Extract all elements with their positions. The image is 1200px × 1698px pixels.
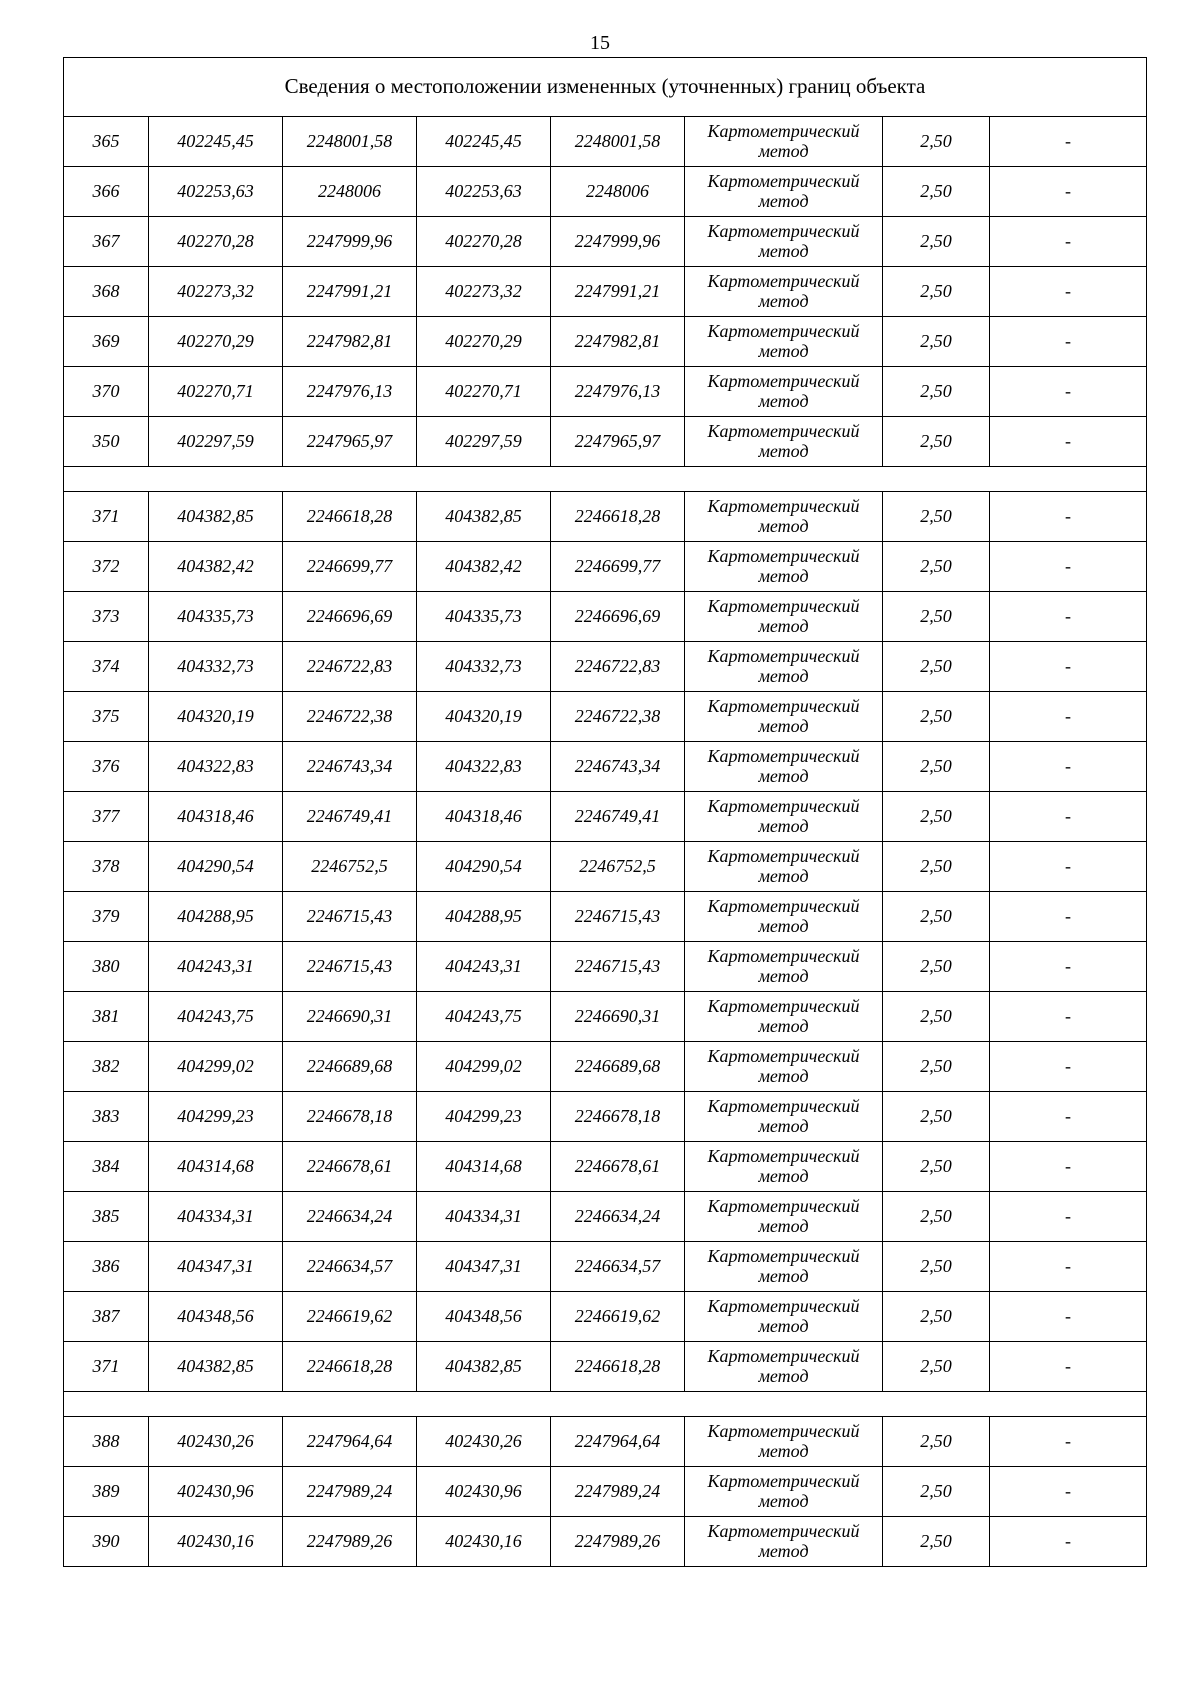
note-cell: - [990,542,1147,592]
point-number-cell: 369 [64,317,149,367]
existing-y-cell: 2248001,58 [283,117,417,167]
section-separator-cell [64,1392,1147,1417]
refined-y-cell: 2246618,28 [551,492,685,542]
method-cell: Картометрический метод [685,167,883,217]
accuracy-cell: 2,50 [883,367,990,417]
table-row [64,942,1147,992]
table-row [64,1192,1147,1242]
method-cell: Картометрический метод [685,1417,883,1467]
note-cell: - [990,1092,1147,1142]
section-separator-row [64,467,1147,492]
existing-y-cell: 2246696,69 [283,592,417,642]
note-cell: - [990,1417,1147,1467]
accuracy-cell: 2,50 [883,1517,990,1567]
accuracy-cell: 2,50 [883,1342,990,1392]
method-cell: Картометрический метод [685,317,883,367]
existing-x-cell: 404243,31 [149,942,283,992]
accuracy-cell: 2,50 [883,1042,990,1092]
point-number-cell: 375 [64,692,149,742]
method-cell: Картометрический метод [685,1092,883,1142]
accuracy-cell: 2,50 [883,942,990,992]
existing-x-cell: 402245,45 [149,117,283,167]
note-cell: - [990,367,1147,417]
point-number-cell: 371 [64,492,149,542]
table-row [64,1092,1147,1142]
accuracy-cell: 2,50 [883,692,990,742]
point-number-cell: 389 [64,1467,149,1517]
accuracy-cell: 2,50 [883,1192,990,1242]
existing-x-cell: 404348,56 [149,1292,283,1342]
existing-y-cell: 2246749,41 [283,792,417,842]
existing-y-cell: 2246743,34 [283,742,417,792]
table-row [64,1042,1147,1092]
table-row [64,167,1147,217]
existing-x-cell: 402430,26 [149,1417,283,1467]
accuracy-cell: 2,50 [883,167,990,217]
refined-x-cell: 404290,54 [417,842,551,892]
table-row [64,492,1147,542]
method-cell: Картометрический метод [685,642,883,692]
existing-x-cell: 404314,68 [149,1142,283,1192]
point-number-cell: 370 [64,367,149,417]
existing-y-cell: 2246618,28 [283,492,417,542]
existing-x-cell: 404290,54 [149,842,283,892]
table-row [64,842,1147,892]
refined-x-cell: 402270,71 [417,367,551,417]
existing-y-cell: 2247965,97 [283,417,417,467]
existing-x-cell: 402430,16 [149,1517,283,1567]
note-cell: - [990,1292,1147,1342]
table-row [64,542,1147,592]
refined-x-cell: 404299,02 [417,1042,551,1092]
existing-y-cell: 2247989,24 [283,1467,417,1517]
note-cell: - [990,1517,1147,1567]
method-cell: Картометрический метод [685,542,883,592]
method-cell: Картометрический метод [685,792,883,842]
method-cell: Картометрический метод [685,367,883,417]
existing-y-cell: 2246699,77 [283,542,417,592]
method-cell: Картометрический метод [685,1292,883,1342]
method-cell: Картометрический метод [685,992,883,1042]
refined-y-cell: 2247999,96 [551,217,685,267]
refined-x-cell: 404243,31 [417,942,551,992]
table-row [64,1292,1147,1342]
refined-x-cell: 402273,32 [417,267,551,317]
existing-x-cell: 402270,71 [149,367,283,417]
note-cell: - [990,1142,1147,1192]
table-row [64,642,1147,692]
accuracy-cell: 2,50 [883,1467,990,1517]
table-title: Сведения о местоположении измененных (уточненных) границ объекта [64,58,1147,117]
existing-x-cell: 404320,19 [149,692,283,742]
existing-y-cell: 2246715,43 [283,892,417,942]
refined-y-cell: 2246689,68 [551,1042,685,1092]
note-cell: - [990,592,1147,642]
accuracy-cell: 2,50 [883,742,990,792]
method-cell: Картометрический метод [685,592,883,642]
method-cell: Картометрический метод [685,267,883,317]
table-row [64,267,1147,317]
note-cell: - [990,417,1147,467]
existing-x-cell: 404299,23 [149,1092,283,1142]
existing-y-cell: 2246722,83 [283,642,417,692]
section-separator-cell [64,467,1147,492]
note-cell: - [990,317,1147,367]
method-cell: Картометрический метод [685,842,883,892]
method-cell: Картометрический метод [685,1517,883,1567]
table-row [64,1467,1147,1517]
note-cell: - [990,217,1147,267]
existing-y-cell: 2247964,64 [283,1417,417,1467]
method-cell: Картометрический метод [685,742,883,792]
refined-x-cell: 404347,31 [417,1242,551,1292]
accuracy-cell: 2,50 [883,1417,990,1467]
refined-x-cell: 402270,28 [417,217,551,267]
existing-x-cell: 402273,32 [149,267,283,317]
accuracy-cell: 2,50 [883,1142,990,1192]
table-row [64,892,1147,942]
point-number-cell: 378 [64,842,149,892]
point-number-cell: 383 [64,1092,149,1142]
refined-y-cell: 2247989,24 [551,1467,685,1517]
method-cell: Картометрический метод [685,417,883,467]
existing-x-cell: 404382,85 [149,492,283,542]
existing-y-cell: 2246752,5 [283,842,417,892]
point-number-cell: 365 [64,117,149,167]
existing-y-cell: 2247999,96 [283,217,417,267]
point-number-cell: 371 [64,1342,149,1392]
note-cell: - [990,642,1147,692]
refined-y-cell: 2246743,34 [551,742,685,792]
method-cell: Картометрический метод [685,892,883,942]
note-cell: - [990,792,1147,842]
refined-y-cell: 2246715,43 [551,942,685,992]
existing-x-cell: 404243,75 [149,992,283,1042]
accuracy-cell: 2,50 [883,992,990,1042]
method-cell: Картометрический метод [685,217,883,267]
method-cell: Картометрический метод [685,1042,883,1092]
table-row [64,117,1147,167]
existing-x-cell: 402297,59 [149,417,283,467]
refined-y-cell: 2246619,62 [551,1292,685,1342]
table-row [64,792,1147,842]
table-row [64,1342,1147,1392]
refined-x-cell: 402245,45 [417,117,551,167]
table-row [64,692,1147,742]
section-separator-row [64,1392,1147,1417]
method-cell: Картометрический метод [685,942,883,992]
refined-y-cell: 2247976,13 [551,367,685,417]
existing-y-cell: 2246690,31 [283,992,417,1042]
existing-y-cell: 2247991,21 [283,267,417,317]
refined-y-cell: 2248001,58 [551,117,685,167]
table-row [64,1142,1147,1192]
note-cell: - [990,692,1147,742]
existing-x-cell: 404335,73 [149,592,283,642]
refined-y-cell: 2246749,41 [551,792,685,842]
note-cell: - [990,892,1147,942]
point-number-cell: 377 [64,792,149,842]
accuracy-cell: 2,50 [883,267,990,317]
refined-y-cell: 2247982,81 [551,317,685,367]
existing-x-cell: 404382,42 [149,542,283,592]
refined-y-cell: 2246690,31 [551,992,685,1042]
method-cell: Картометрический метод [685,492,883,542]
accuracy-cell: 2,50 [883,1292,990,1342]
existing-x-cell: 404347,31 [149,1242,283,1292]
refined-y-cell: 2246722,38 [551,692,685,742]
existing-x-cell: 402430,96 [149,1467,283,1517]
note-cell: - [990,1242,1147,1292]
point-number-cell: 374 [64,642,149,692]
accuracy-cell: 2,50 [883,1092,990,1142]
refined-x-cell: 402297,59 [417,417,551,467]
point-number-cell: 386 [64,1242,149,1292]
refined-x-cell: 404314,68 [417,1142,551,1192]
method-cell: Картометрический метод [685,1192,883,1242]
existing-x-cell: 402253,63 [149,167,283,217]
point-number-cell: 372 [64,542,149,592]
refined-x-cell: 404382,85 [417,1342,551,1392]
refined-y-cell: 2246699,77 [551,542,685,592]
refined-x-cell: 404348,56 [417,1292,551,1342]
existing-y-cell: 2246715,43 [283,942,417,992]
note-cell: - [990,1467,1147,1517]
refined-y-cell: 2248006 [551,167,685,217]
accuracy-cell: 2,50 [883,542,990,592]
existing-x-cell: 404299,02 [149,1042,283,1092]
existing-x-cell: 402270,28 [149,217,283,267]
note-cell: - [990,1342,1147,1392]
note-cell: - [990,117,1147,167]
existing-y-cell: 2246678,18 [283,1092,417,1142]
refined-y-cell: 2246678,61 [551,1142,685,1192]
refined-y-cell: 2246752,5 [551,842,685,892]
table-row [64,1517,1147,1567]
existing-x-cell: 404382,85 [149,1342,283,1392]
existing-y-cell: 2246678,61 [283,1142,417,1192]
existing-y-cell: 2246689,68 [283,1042,417,1092]
existing-x-cell: 404318,46 [149,792,283,842]
refined-y-cell: 2246634,24 [551,1192,685,1242]
point-number-cell: 388 [64,1417,149,1467]
point-number-cell: 382 [64,1042,149,1092]
method-cell: Картометрический метод [685,117,883,167]
table-row [64,367,1147,417]
refined-y-cell: 2246715,43 [551,892,685,942]
note-cell: - [990,942,1147,992]
accuracy-cell: 2,50 [883,842,990,892]
method-cell: Картометрический метод [685,1242,883,1292]
refined-y-cell: 2246634,57 [551,1242,685,1292]
table-row [64,317,1147,367]
method-cell: Картометрический метод [685,692,883,742]
method-cell: Картометрический метод [685,1142,883,1192]
point-number-cell: 373 [64,592,149,642]
note-cell: - [990,492,1147,542]
refined-x-cell: 402430,96 [417,1467,551,1517]
accuracy-cell: 2,50 [883,417,990,467]
existing-y-cell: 2247982,81 [283,317,417,367]
existing-y-cell: 2248006 [283,167,417,217]
refined-x-cell: 404382,42 [417,542,551,592]
refined-x-cell: 404320,19 [417,692,551,742]
point-number-cell: 380 [64,942,149,992]
existing-x-cell: 402270,29 [149,317,283,367]
existing-y-cell: 2246618,28 [283,1342,417,1392]
point-number-cell: 384 [64,1142,149,1192]
refined-x-cell: 404335,73 [417,592,551,642]
refined-y-cell: 2246678,18 [551,1092,685,1142]
table-row [64,217,1147,267]
refined-x-cell: 404334,31 [417,1192,551,1242]
refined-y-cell: 2247964,64 [551,1417,685,1467]
existing-x-cell: 404322,83 [149,742,283,792]
note-cell: - [990,842,1147,892]
table-row [64,417,1147,467]
accuracy-cell: 2,50 [883,217,990,267]
refined-x-cell: 402270,29 [417,317,551,367]
note-cell: - [990,742,1147,792]
existing-y-cell: 2246722,38 [283,692,417,742]
point-number-cell: 376 [64,742,149,792]
point-number-cell: 390 [64,1517,149,1567]
note-cell: - [990,992,1147,1042]
point-number-cell: 367 [64,217,149,267]
refined-x-cell: 402253,63 [417,167,551,217]
accuracy-cell: 2,50 [883,1242,990,1292]
refined-x-cell: 404322,83 [417,742,551,792]
accuracy-cell: 2,50 [883,117,990,167]
accuracy-cell: 2,50 [883,792,990,842]
refined-y-cell: 2246722,83 [551,642,685,692]
point-number-cell: 366 [64,167,149,217]
existing-y-cell: 2247976,13 [283,367,417,417]
note-cell: - [990,1192,1147,1242]
method-cell: Картометрический метод [685,1342,883,1392]
table-row [64,992,1147,1042]
table-row [64,1242,1147,1292]
point-number-cell: 350 [64,417,149,467]
point-number-cell: 379 [64,892,149,942]
point-number-cell: 381 [64,992,149,1042]
refined-x-cell: 404243,75 [417,992,551,1042]
existing-y-cell: 2246634,57 [283,1242,417,1292]
refined-x-cell: 404299,23 [417,1092,551,1142]
existing-x-cell: 404332,73 [149,642,283,692]
point-number-cell: 385 [64,1192,149,1242]
note-cell: - [990,1042,1147,1092]
refined-x-cell: 402430,26 [417,1417,551,1467]
accuracy-cell: 2,50 [883,317,990,367]
existing-y-cell: 2247989,26 [283,1517,417,1567]
refined-x-cell: 404318,46 [417,792,551,842]
page-number: 15 [590,32,610,54]
accuracy-cell: 2,50 [883,642,990,692]
refined-y-cell: 2247991,21 [551,267,685,317]
note-cell: - [990,267,1147,317]
refined-y-cell: 2246696,69 [551,592,685,642]
table-row [64,1417,1147,1467]
boundary-coordinates-table [63,57,1147,1567]
point-number-cell: 387 [64,1292,149,1342]
refined-y-cell: 2247989,26 [551,1517,685,1567]
existing-y-cell: 2246619,62 [283,1292,417,1342]
point-number-cell: 368 [64,267,149,317]
existing-x-cell: 404334,31 [149,1192,283,1242]
table-title-row [64,58,1147,117]
table-row [64,592,1147,642]
method-cell: Картометрический метод [685,1467,883,1517]
refined-x-cell: 404332,73 [417,642,551,692]
note-cell: - [990,167,1147,217]
accuracy-cell: 2,50 [883,492,990,542]
refined-y-cell: 2247965,97 [551,417,685,467]
table-row [64,742,1147,792]
accuracy-cell: 2,50 [883,592,990,642]
existing-y-cell: 2246634,24 [283,1192,417,1242]
refined-x-cell: 404382,85 [417,492,551,542]
accuracy-cell: 2,50 [883,892,990,942]
refined-x-cell: 402430,16 [417,1517,551,1567]
existing-x-cell: 404288,95 [149,892,283,942]
refined-x-cell: 404288,95 [417,892,551,942]
refined-y-cell: 2246618,28 [551,1342,685,1392]
